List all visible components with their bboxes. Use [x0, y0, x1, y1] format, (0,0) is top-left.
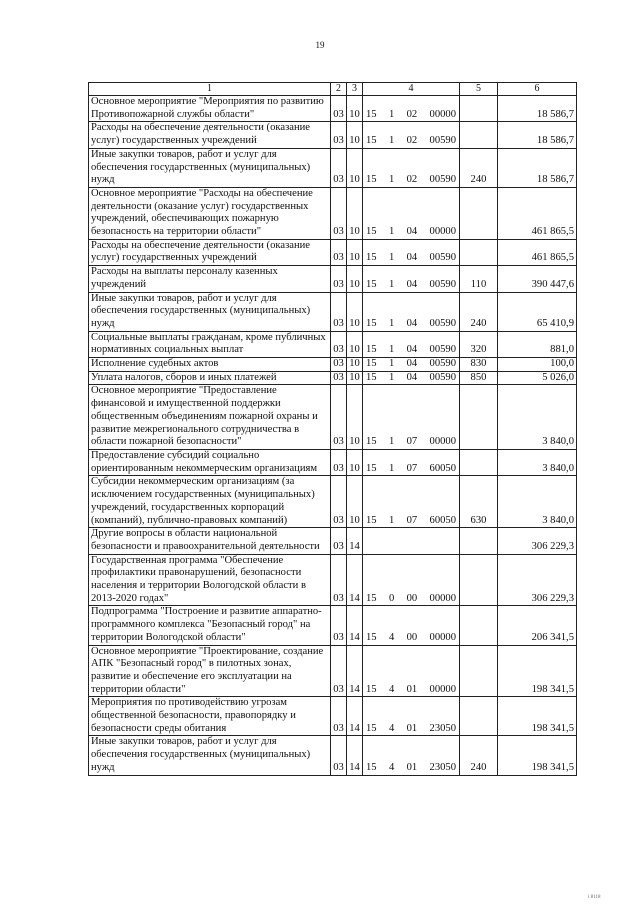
row-expense-type — [460, 449, 498, 475]
csr-program: 15 — [366, 135, 377, 147]
row-expense-type: 240 — [460, 148, 498, 187]
row-section-code: 03 — [331, 331, 347, 357]
csr-direction: 00590 — [429, 317, 456, 329]
row-subsection-code: 14 — [347, 606, 363, 645]
csr-event: 07 — [406, 462, 418, 474]
row-expense-type: 320 — [460, 331, 498, 357]
header-col-6: 6 — [498, 83, 577, 96]
row-target-article — [363, 292, 460, 331]
csr-subprogram: 1 — [388, 462, 395, 474]
row-target-article — [363, 371, 460, 385]
row-target-article — [363, 697, 460, 736]
csr-subprogram: 0 — [388, 592, 395, 604]
row-subsection-code: 14 — [347, 554, 363, 606]
table-row — [89, 606, 577, 645]
csr-program: 15 — [366, 436, 377, 448]
row-target-article — [363, 736, 460, 775]
header-col-2: 2 — [331, 83, 347, 96]
row-subsection-code: 10 — [347, 148, 363, 187]
row-section-code: 03 — [331, 697, 347, 736]
table-row — [89, 736, 577, 775]
csr-direction: 00000 — [429, 436, 456, 448]
csr-subprogram: 1 — [388, 317, 395, 329]
header-col-1: 1 — [89, 83, 331, 96]
csr-event: 04 — [406, 252, 418, 264]
csr-event: 01 — [406, 761, 418, 773]
row-subsection-code: 10 — [347, 122, 363, 148]
row-expense-type — [460, 554, 498, 606]
csr-program: 15 — [366, 358, 377, 370]
csr-program: 15 — [366, 108, 377, 120]
table-row — [89, 476, 577, 528]
row-target-article — [363, 148, 460, 187]
csr-event: 02 — [406, 174, 418, 186]
row-name: Расходы на выплаты персоналу казенных учреждений — [89, 266, 331, 292]
row-sum: 461 865,5 — [498, 187, 577, 239]
table-row — [89, 266, 577, 292]
table-header-row — [89, 83, 577, 96]
table-row — [89, 554, 577, 606]
table-row — [89, 96, 577, 122]
csr-subprogram: 1 — [388, 278, 395, 290]
table-row — [89, 385, 577, 450]
row-name: Подпрограмма "Построение и развитие аппаратно-программного комплекса "Безопасный город" на территории Вологодской области" — [89, 606, 331, 645]
csr-subprogram: 4 — [388, 761, 395, 773]
row-sum: 5 026,0 — [498, 371, 577, 385]
row-expense-type — [460, 122, 498, 148]
csr-direction: 00590 — [429, 344, 456, 356]
row-section-code: 03 — [331, 645, 347, 697]
row-name: Расходы на обеспечение деятельности (оказание услуг) государственных учреждений — [89, 122, 331, 148]
row-name: Иные закупки товаров, работ и услуг для обеспечения государственных (муниципальных) нужд — [89, 736, 331, 775]
row-sum: 198 341,5 — [498, 645, 577, 697]
footer-mark: i 8118 — [588, 895, 601, 900]
row-target-article — [363, 645, 460, 697]
csr-program: 15 — [366, 631, 377, 643]
row-sum: 881,0 — [498, 331, 577, 357]
row-expense-type: 110 — [460, 266, 498, 292]
row-section-code: 03 — [331, 554, 347, 606]
row-subsection-code: 14 — [347, 697, 363, 736]
row-name: Иные закупки товаров, работ и услуг для обеспечения государственных (муниципальных) нужд — [89, 292, 331, 331]
csr-program: 15 — [366, 252, 377, 264]
row-target-article — [363, 122, 460, 148]
row-name: Социальные выплаты гражданам, кроме публичных нормативных социальных выплат — [89, 331, 331, 357]
csr-direction: 00000 — [429, 592, 456, 604]
csr-event: 02 — [406, 135, 418, 147]
row-sum: 198 341,5 — [498, 697, 577, 736]
table-row — [89, 358, 577, 372]
csr-direction: 00590 — [429, 371, 456, 383]
header-col-4: 4 — [363, 83, 460, 96]
row-section-code: 03 — [331, 606, 347, 645]
row-subsection-code: 10 — [347, 331, 363, 357]
row-target-article — [363, 331, 460, 357]
row-target-article — [363, 266, 460, 292]
row-subsection-code: 10 — [347, 96, 363, 122]
csr-program: 15 — [366, 344, 377, 356]
row-section-code: 03 — [331, 476, 347, 528]
row-expense-type: 830 — [460, 358, 498, 372]
row-expense-type — [460, 239, 498, 265]
csr-direction: 00590 — [429, 174, 456, 186]
row-target-article — [363, 358, 460, 372]
row-section-code: 03 — [331, 385, 347, 450]
page-number: 19 — [315, 40, 325, 50]
row-section-code: 03 — [331, 371, 347, 385]
row-sum: 461 865,5 — [498, 239, 577, 265]
csr-direction: 00590 — [429, 278, 456, 290]
row-target-article — [363, 96, 460, 122]
csr-event: 00 — [406, 592, 418, 604]
csr-subprogram: 1 — [388, 135, 395, 147]
csr-event: 01 — [406, 683, 418, 695]
row-subsection-code: 10 — [347, 449, 363, 475]
budget-table — [88, 82, 577, 776]
row-section-code: 03 — [331, 358, 347, 372]
row-sum: 198 341,5 — [498, 736, 577, 775]
csr-program: 15 — [366, 226, 377, 238]
row-expense-type: 630 — [460, 476, 498, 528]
csr-direction: 23050 — [429, 761, 456, 773]
csr-direction: 00000 — [429, 631, 456, 643]
row-subsection-code: 10 — [347, 385, 363, 450]
table-row — [89, 371, 577, 385]
row-subsection-code: 14 — [347, 528, 363, 554]
row-sum: 206 341,5 — [498, 606, 577, 645]
csr-program: 15 — [366, 371, 377, 383]
row-section-code: 03 — [331, 148, 347, 187]
header-col-5: 5 — [460, 83, 498, 96]
row-expense-type — [460, 385, 498, 450]
csr-program: 15 — [366, 592, 377, 604]
csr-event: 07 — [406, 436, 418, 448]
row-target-article — [363, 554, 460, 606]
row-target-article — [363, 187, 460, 239]
row-expense-type: 240 — [460, 736, 498, 775]
csr-program: 15 — [366, 317, 377, 329]
csr-event: 01 — [406, 722, 418, 734]
row-target-article — [363, 239, 460, 265]
row-section-code: 03 — [331, 239, 347, 265]
csr-direction: 00590 — [429, 252, 456, 264]
row-section-code: 03 — [331, 528, 347, 554]
csr-subprogram: 1 — [388, 108, 395, 120]
csr-program: 15 — [366, 462, 377, 474]
row-section-code: 03 — [331, 736, 347, 775]
row-name: Субсидии некоммерческим организациям (за исключением государственных (муниципальных) учреждений, государственных корпораций (компаний), публично-правовых компаний) — [89, 476, 331, 528]
row-section-code: 03 — [331, 187, 347, 239]
row-sum: 18 586,7 — [498, 148, 577, 187]
table-row — [89, 528, 577, 554]
csr-subprogram: 4 — [388, 722, 395, 734]
row-name: Другие вопросы в области национальной безопасности и правоохранительной деятельности — [89, 528, 331, 554]
table-row — [89, 645, 577, 697]
row-name: Предоставление субсидий социально ориентированным некоммерческим организациям — [89, 449, 331, 475]
row-section-code: 03 — [331, 266, 347, 292]
row-section-code: 03 — [331, 449, 347, 475]
csr-event: 04 — [406, 317, 418, 329]
csr-subprogram: 4 — [388, 631, 395, 643]
row-expense-type: 850 — [460, 371, 498, 385]
csr-subprogram: 1 — [388, 514, 395, 526]
row-expense-type — [460, 528, 498, 554]
row-subsection-code: 10 — [347, 239, 363, 265]
row-subsection-code: 10 — [347, 371, 363, 385]
row-sum: 18 586,7 — [498, 96, 577, 122]
csr-subprogram: 1 — [388, 252, 395, 264]
csr-subprogram: 1 — [388, 358, 395, 370]
header-col-3: 3 — [347, 83, 363, 96]
row-name: Уплата налогов, сборов и иных платежей — [89, 371, 331, 385]
row-subsection-code: 10 — [347, 358, 363, 372]
row-subsection-code: 10 — [347, 476, 363, 528]
row-section-code: 03 — [331, 292, 347, 331]
row-name: Иные закупки товаров, работ и услуг для обеспечения государственных (муниципальных) нужд — [89, 148, 331, 187]
table-body — [89, 96, 577, 776]
csr-program: 15 — [366, 174, 377, 186]
table-row — [89, 187, 577, 239]
row-target-article — [363, 528, 460, 554]
row-target-article — [363, 449, 460, 475]
table-row — [89, 292, 577, 331]
table-row — [89, 697, 577, 736]
row-sum: 65 410,9 — [498, 292, 577, 331]
row-sum: 306 229,3 — [498, 554, 577, 606]
csr-subprogram: 4 — [388, 683, 395, 695]
csr-event: 04 — [406, 278, 418, 290]
row-expense-type — [460, 697, 498, 736]
row-name: Основное мероприятие "Проектирование, создание АПК "Безопасный город" в пилотных зонах, развитие и обеспечение его эксплуатации на территории области" — [89, 645, 331, 697]
row-name: Исполнение судебных актов — [89, 358, 331, 372]
csr-program: 15 — [366, 761, 377, 773]
csr-subprogram: 1 — [388, 226, 395, 238]
row-subsection-code: 10 — [347, 187, 363, 239]
csr-program: 15 — [366, 514, 377, 526]
csr-subprogram: 1 — [388, 344, 395, 356]
row-sum: 390 447,6 — [498, 266, 577, 292]
table-row — [89, 148, 577, 187]
row-subsection-code: 14 — [347, 736, 363, 775]
csr-event: 07 — [406, 514, 418, 526]
row-subsection-code: 10 — [347, 292, 363, 331]
row-name: Расходы на обеспечение деятельности (оказание услуг) государственных учреждений — [89, 239, 331, 265]
csr-program: 15 — [366, 683, 377, 695]
row-sum: 3 840,0 — [498, 476, 577, 528]
row-target-article — [363, 385, 460, 450]
row-expense-type — [460, 645, 498, 697]
csr-program: 15 — [366, 722, 377, 734]
csr-direction: 00000 — [429, 108, 456, 120]
csr-subprogram: 1 — [388, 174, 395, 186]
row-name: Мероприятия по противодействию угрозам общественной безопасности, правопорядку и безопасности среды обитания — [89, 697, 331, 736]
row-sum: 306 229,3 — [498, 528, 577, 554]
csr-direction: 60050 — [429, 462, 456, 474]
csr-direction: 60050 — [429, 514, 456, 526]
row-sum: 3 840,0 — [498, 449, 577, 475]
csr-direction: 00000 — [429, 226, 456, 238]
row-expense-type: 240 — [460, 292, 498, 331]
csr-event: 00 — [406, 631, 418, 643]
csr-direction: 23050 — [429, 722, 456, 734]
row-target-article — [363, 606, 460, 645]
csr-event: 04 — [406, 344, 418, 356]
row-expense-type — [460, 96, 498, 122]
table-row — [89, 331, 577, 357]
row-expense-type — [460, 606, 498, 645]
csr-direction: 00590 — [429, 135, 456, 147]
row-expense-type — [460, 187, 498, 239]
csr-subprogram: 1 — [388, 371, 395, 383]
row-sum: 18 586,7 — [498, 122, 577, 148]
csr-subprogram: 1 — [388, 436, 395, 448]
table-row — [89, 122, 577, 148]
row-sum: 100,0 — [498, 358, 577, 372]
table-row — [89, 239, 577, 265]
csr-direction: 00000 — [429, 683, 456, 695]
row-name: Основное мероприятие "Мероприятия по развитию Противопожарной службы области" — [89, 96, 331, 122]
csr-program: 15 — [366, 278, 377, 290]
table-row — [89, 449, 577, 475]
csr-direction: 00590 — [429, 358, 456, 370]
row-target-article — [363, 476, 460, 528]
csr-event: 04 — [406, 358, 418, 370]
row-name: Основное мероприятие "Предоставление финансовой и имущественной поддержки общественным объединениям пожарной охраны и развитие межрегионального сотрудничества в области пожарной безопасности" — [89, 385, 331, 450]
row-subsection-code: 14 — [347, 645, 363, 697]
row-sum: 3 840,0 — [498, 385, 577, 450]
row-section-code: 03 — [331, 122, 347, 148]
csr-event: 04 — [406, 226, 418, 238]
row-name: Государственная программа "Обеспечение профилактики правонарушений, безопасности населения и территории Вологодской области в 2013-2020 годах" — [89, 554, 331, 606]
row-subsection-code: 10 — [347, 266, 363, 292]
csr-event: 02 — [406, 108, 418, 120]
csr-event: 04 — [406, 371, 418, 383]
row-section-code: 03 — [331, 96, 347, 122]
row-name: Основное мероприятие "Расходы на обеспечение деятельности (оказание услуг) государственных учреждений, обеспечивающих пожарную безопасность на территории области" — [89, 187, 331, 239]
